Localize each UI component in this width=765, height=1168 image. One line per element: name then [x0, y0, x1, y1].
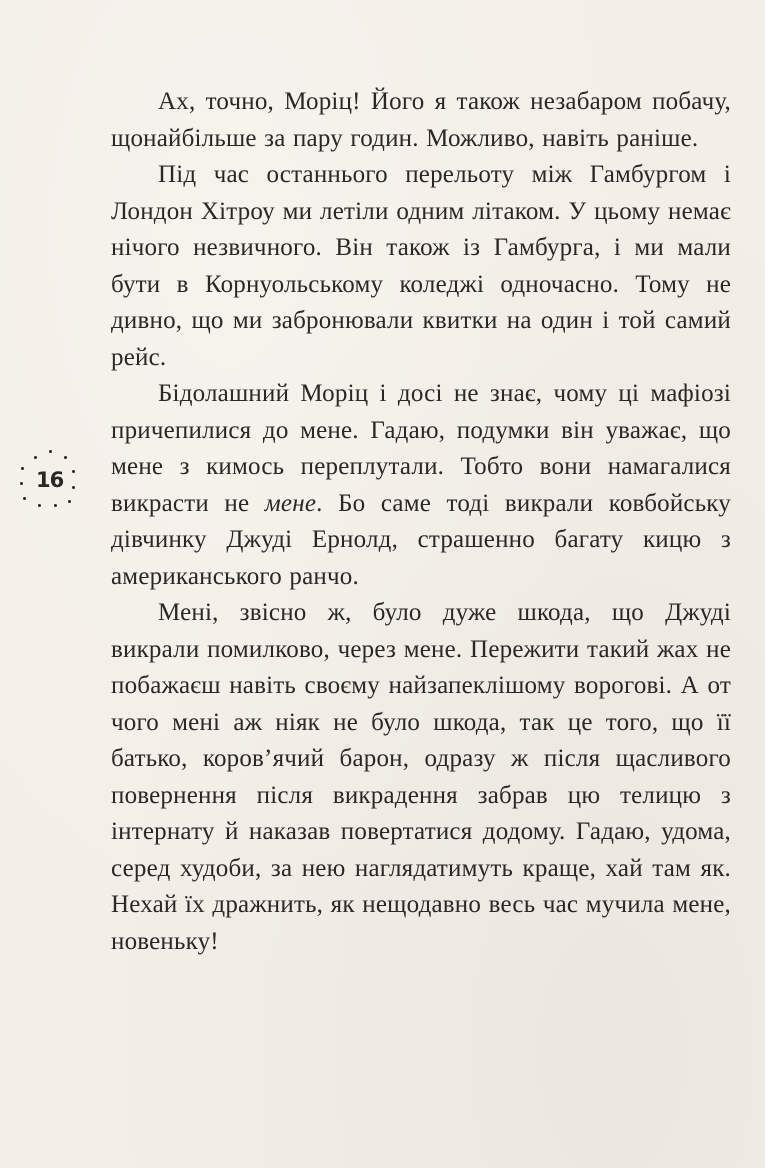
paragraph-1: Ах, точно, Моріц! Його я також незабаром побачу, щонайбільше за пару годин. Можливо, навіть раніше. [111, 88, 731, 152]
paragraph-3 [111, 376, 731, 595]
ornament-dot [64, 456, 67, 459]
ornament-dot [23, 497, 26, 500]
ornament-dot [34, 456, 37, 459]
paragraph-3-part-1: Бідолашний Моріц і досі не знає, чому ці мафіозі причепилися до мене. Гадаю, подумки він уважає, що мене з кимось переплутали. Тобто вони намагалися викрасти не [111, 380, 731, 517]
paragraph-4: Мені, звісно ж, було дуже шкода, що Джуді викрали помилково, через мене. Пережити такий жах не побажаєш навіть своєму найзапеклішому ворогові. А от чого мені аж ніяк не було шкода, так це того, що її батько, коров’ячий барон, одразу ж після щасливого повернення після викрадення забрав цю телицю з інтернату й наказав повертатися додому. Гадаю, удома, серед худоби, за нею наглядатимуть краще, хай там як. Нехай їх дражнить, як нещодавно весь час мучила мене, новеньку! [111, 599, 731, 955]
page-number: 16 [36, 468, 64, 492]
ornament-dot [68, 500, 71, 503]
ornament-dot [20, 482, 23, 485]
paragraph-2: Під час останнього перельоту між Гамбургом і Лондон Хітроу ми летіли одним літаком. У цьому немає нічого незвичного. Він також із Гамбурга, і ми мали бути в Корнуольському коледжі одночасно. Тому не дивно, що ми забронювали квитки на один і той самий рейс. [111, 161, 731, 371]
ornament-dot [21, 467, 24, 470]
paragraph-3-part-2: . Бо саме тоді викрали ковбойську дівчинку Джуді Ернолд, страшенно багату кицю з американського ранчо. [111, 489, 731, 590]
ornament-dot [54, 504, 57, 507]
paragraph-3-emphasis: мене [264, 489, 317, 517]
ornament-dot [72, 470, 75, 473]
ornament-dot [38, 504, 41, 507]
ornament-dot [49, 450, 52, 453]
ornament-dot [72, 486, 75, 489]
page-number-ornament [16, 446, 80, 516]
body-text [111, 84, 731, 960]
